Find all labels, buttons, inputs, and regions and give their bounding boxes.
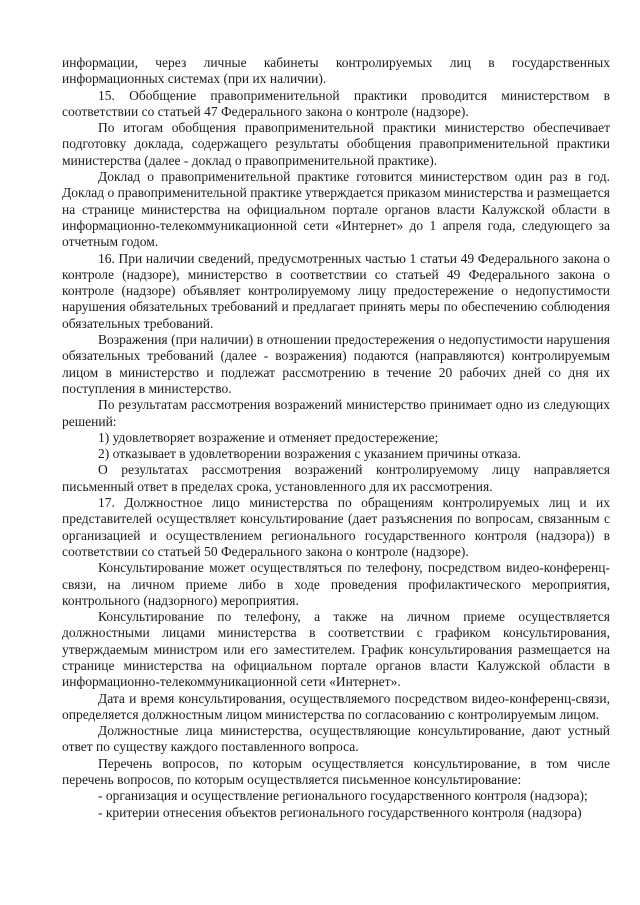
paragraph: - критерии отнесения объектов регионального государственного контроля (надзора) [98, 804, 582, 820]
paragraph: Консультирование по телефону, а также на личном приеме осуществляется должностными лицами министерства в соответствии с графиком консультирования, утверждаемым министром или его заместителем. График консультирования размещается на странице министерства на официальном портале органов власти Калужской области в информационно-телекоммуникационной сети «Интернет». [62, 609, 610, 690]
paragraph: 16. При наличии сведений, предусмотренных частью 1 статьи 49 Федерального закона о контроле (надзоре), министерство в соответствии со статьей 49 Федерального закона о контроле (надзоре) объявляет контролируемому лицу предостережение о недопустимости нарушения обязательных требований и предлагает принять меры по обеспечению соблюдения обязательных требований. [62, 250, 610, 331]
paragraph: Перечень вопросов, по которым осуществляется консультирование, в том числе перечень вопросов, по которым осуществляется письменное консультирование: [62, 755, 610, 788]
paragraph: 2) отказывает в удовлетворении возражения с указанием причины отказа. [98, 446, 522, 462]
paragraph: - организация и осуществление регионального государственного контроля (надзора); [98, 788, 588, 804]
paragraph: По результатам рассмотрения возражений министерство принимает одно из следующих решений: [62, 397, 610, 429]
paragraph: информации, через личные кабинеты контролируемых лиц в государственных информационных системах (при их наличии). [62, 55, 610, 87]
paragraph: Консультирование может осуществляться по телефону, посредством видео-конференц-связи, на личном приеме либо в ходе проведения профилактического мероприятия, контрольного (надзорного) мероприятия. [62, 560, 610, 608]
paragraph: По итогам обобщения правоприменительной практики министерство обеспечивает подготовку доклада, содержащего результаты обобщения правоприменительной практики министерства (далее - доклад о правоприменительной практике). [62, 120, 610, 168]
paragraph: О результатах рассмотрения возражений контролируемому лицу направляется письменный ответ в пределах срока, установленного для их рассмотрения. [62, 462, 610, 494]
paragraph: 15. Обобщение правоприменительной практики проводится министерством в соответствии со статьей 47 Федерального закона о контроле (надзоре). [62, 87, 610, 119]
paragraph: Доклад о правоприменительной практике готовится министерством один раз в год. Доклад о правоприменительной практике утверждается приказом министерства и размещается на странице министерства на официальном портале органов власти Калужской области в информационно-телекоммуникационной сети «Интернет» до 1 апреля года, следующего за отчетным годом. [62, 169, 610, 250]
paragraph: Дата и время консультирования, осуществляемого посредством видео-конференц-связи, определяется должностным лицом министерства по согласованию с контролируемым лицом. [62, 690, 610, 722]
paragraph: Возражения (при наличии) в отношении предостережения о недопустимости нарушения обязательных требований (далее - возражения) подаются (направляются) контролируемым лицом в министерство и подлежат рассмотрению в течение 20 рабочих дней со дня их поступления в министерство. [62, 332, 610, 396]
paragraph: Должностные лица министерства, осуществляющие консультирование, дают устный ответ по существу каждого поставленного вопроса. [62, 723, 610, 755]
paragraph: 1) удовлетворяет возражение и отменяет предостережение; [98, 429, 439, 445]
paragraph: 17. Должностное лицо министерства по обращениям контролируемых лиц и их представителей осуществляет консультирование (дает разъяснения по вопросам, связанным с организацией и осуществлением регионального государственного контроля (надзора)) в соответствии со статьей 50 Федерального закона о контроле (надзоре). [62, 495, 610, 559]
document-body [62, 55, 610, 821]
